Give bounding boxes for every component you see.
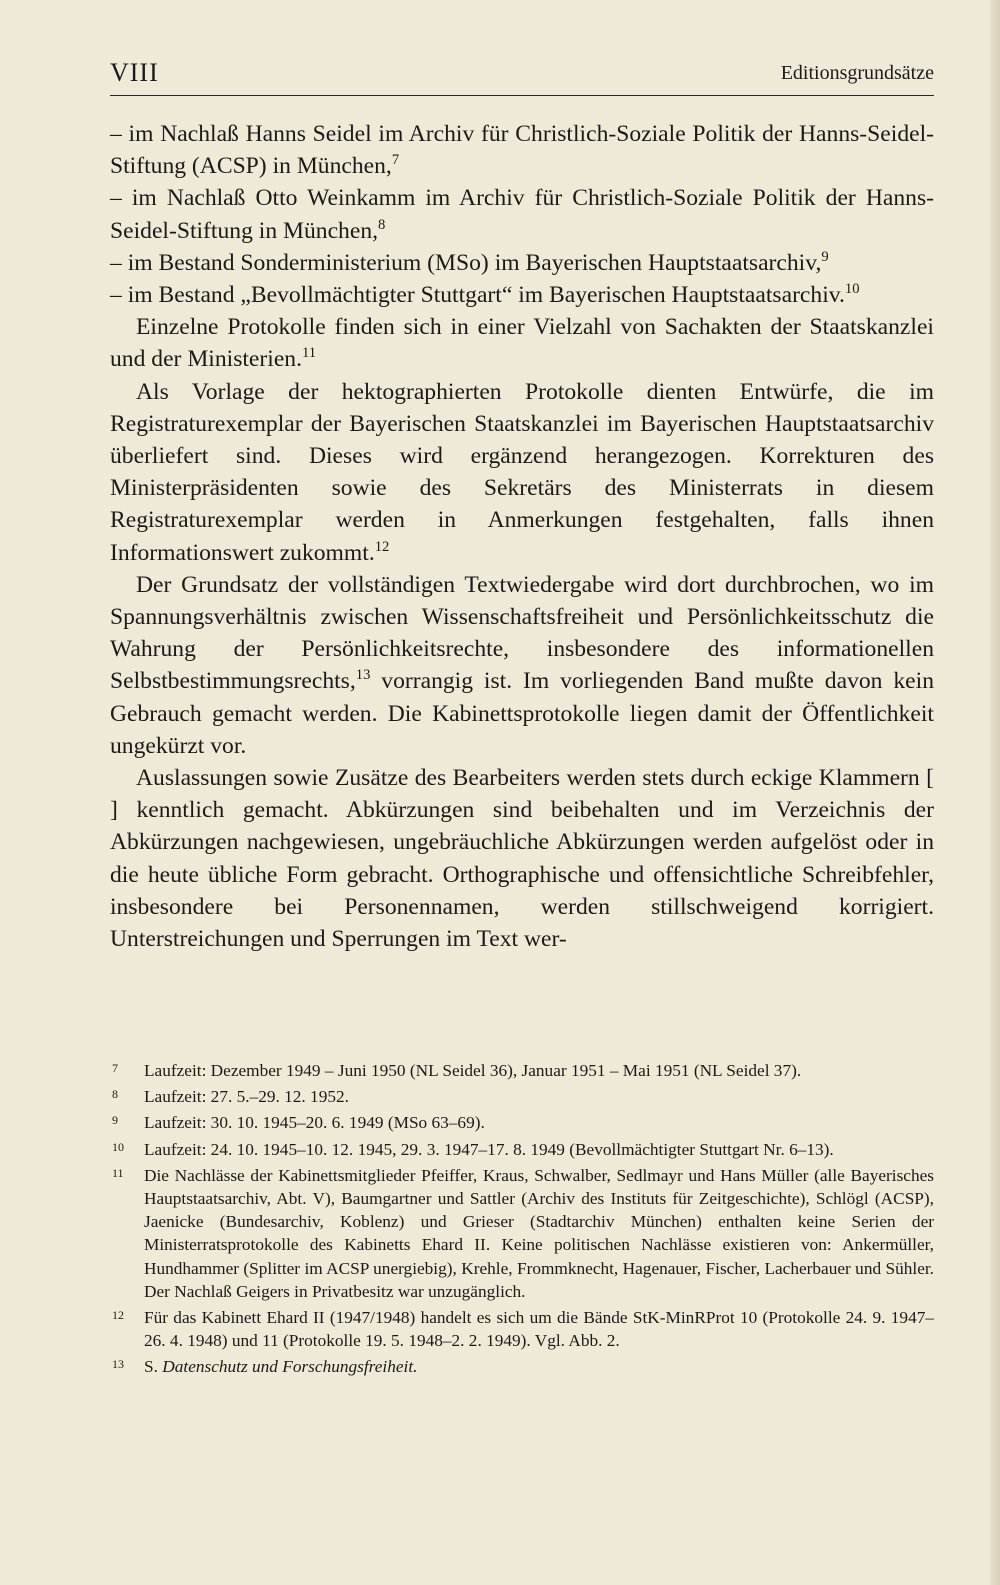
footnote	[110, 1059, 934, 1082]
text-run: – im Bestand „Bevollmächtigter Stuttgart“ im Bayerischen Hauptstaatsarchiv.	[110, 282, 845, 309]
footnote-marker: 7	[112, 1061, 118, 1075]
footnote	[110, 1111, 934, 1134]
footnote	[110, 1085, 934, 1108]
footnote-marker: 11	[112, 1165, 124, 1180]
paragraph	[110, 182, 934, 246]
footnote-marker: 13	[112, 1357, 124, 1372]
text-run: – im Nachlaß Hanns Seidel im Archiv für Christlich-Soziale Politik der Hanns-Seidel-Stiftung (ACSP) in München,	[110, 121, 934, 180]
paragraph	[110, 279, 934, 311]
text-run: Einzelne Protokolle finden sich in einer Vielzahl von Sachakten der Staatskanzlei und der Ministerien.	[110, 314, 934, 373]
footnote-ref[interactable]: 8	[378, 216, 386, 233]
text-run: – im Bestand Sonderministerium (MSo) im Bayerischen Hauptstaatsarchiv,	[110, 249, 822, 276]
footnote-ref[interactable]: 10	[844, 281, 860, 298]
paragraph	[110, 118, 934, 182]
footnote	[110, 1355, 934, 1378]
footnote-ref[interactable]: 7	[391, 152, 400, 169]
paragraph	[110, 569, 934, 762]
text-run: S.	[144, 1357, 163, 1377]
footnote-marker: 9	[112, 1113, 118, 1128]
page-number: VIII	[110, 58, 159, 87]
footnote-ref[interactable]: 9	[821, 248, 829, 265]
footnote-marker: 8	[112, 1087, 118, 1102]
text-run: Laufzeit: Dezember 1949 – Juni 1950 (NL Seidel 36), Januar 1951 – Mai 1951 (NL Seidel 37).	[144, 1061, 802, 1080]
footnotes	[110, 1059, 934, 1382]
text-run: Als Vorlage der hektographierten Protokolle dienten Entwürfe, die im Registraturexemplar der Bayerischen Staatskanzlei im Bayerischen Hauptstaatsarchiv überliefert sind. Dieses wird ergänzend herangezogen. Korrekturen des Ministerpräsidenten sowie des Sekretärs des Ministerrats in diesem Registraturexemplar werden in Anmerkungen festgehalten, falls ihnen Informationswert zukommt.	[110, 378, 934, 566]
body-text	[110, 118, 934, 955]
footnote-ref[interactable]: 12	[374, 538, 390, 555]
text-run: Der Grundsatz der vollständigen Textwiedergabe wird dort durchbrochen, wo im Spannungsverhältnis zwischen Wissenschaftsfreiheit und Persönlichkeitsschutz die Wahrung der Persönlichkeitsrechte, insbesondere des informationellen Selbstbestimmungsrechts,	[110, 571, 934, 695]
text-run: Laufzeit: 27. 5.–29. 12. 1952.	[144, 1087, 349, 1107]
text-run: Laufzeit: 24. 10. 1945–10. 12. 1945, 29. 3. 1947–17. 8. 1949 (Bevollmächtigter Stuttgart Nr. 6–13).	[144, 1139, 834, 1159]
text-run: Auslassungen sowie Zusätze des Bearbeiters werden stets durch eckige Klammern [ ] kenntlich gemacht. Abkürzungen sind beibehalten und im Verzeichnis der Abkürzungen nachgewiesen, ungebräuchliche Abkürzungen werden aufgelöst oder in die heute übliche Form gebracht. Orthographische und offensichtliche Schreibfehler, insbesondere bei Personennamen, werden stillschweigend korrigiert. Unterstreichungen und Sperrungen im Text wer-	[110, 765, 934, 953]
text-run: – im Nachlaß Otto Weinkamm im Archiv für Christlich-Soziale Politik der Hanns-Seidel-Stiftung in München,	[110, 185, 934, 244]
paragraph	[110, 762, 934, 955]
text-run: Für das Kabinett Ehard II (1947/1948) handelt es sich um die Bände StK-MinRProt 10 (Protokolle 24. 9. 1947–26. 4. 1948) und 11 (Protokolle 19. 5. 1948–2. 2. 1949). Vgl. Abb. 2.	[144, 1308, 934, 1351]
page-header	[110, 54, 934, 90]
header-rule	[110, 95, 934, 96]
page-edge	[990, 0, 1000, 1585]
footnote-marker: 12	[112, 1308, 124, 1323]
paragraph	[110, 311, 934, 375]
footnote-ref[interactable]: 11	[302, 345, 317, 362]
paragraph	[110, 247, 934, 279]
running-title: Editionsgrundsätze	[780, 62, 934, 84]
footnote	[110, 1164, 934, 1303]
italic-text: Datenschutz und Forschungsfreiheit.	[162, 1357, 418, 1377]
text-run: Laufzeit: 30. 10. 1945–20. 6. 1949 (MSo 63–69).	[144, 1113, 485, 1133]
paragraph	[110, 376, 934, 569]
footnote	[110, 1306, 934, 1352]
footnote	[110, 1138, 934, 1161]
text-run: vorrangig ist. Im vorliegenden Band mußte davon kein Gebrauch gemacht werden. Die Kabinettsprotokolle liegen damit der Öffentlichkeit ungekürzt vor.	[110, 668, 934, 759]
footnote-marker: 10	[112, 1139, 124, 1154]
text-run: Die Nachlässe der Kabinettsmitglieder Pfeiffer, Kraus, Schwalber, Sedlmayr und Hans Müller (alle Bayerisches Hauptstaatsarchiv, Abt. V), Baumgartner und Sattler (Archiv des Instituts für Zeitgeschichte), Schlögl (ACSP), Jaenicke (Bundesarchiv, Koblenz) und Grieser (Stadtarchiv München) enthalten keine Serien der Ministerratsprotokolle des Kabinetts Ehard II. Keine politischen Nachlässe existieren von: Ankermüller, Hundhammer (Splitter im ACSP unergiebig), Krehle, Frommknecht, Hagenauer, Fischer, Lacherbauer und Sühler. Der Nachlaß Geigers in Privatbesitz war unzugänglich.	[144, 1165, 934, 1301]
footnote-ref[interactable]: 13	[355, 667, 371, 684]
